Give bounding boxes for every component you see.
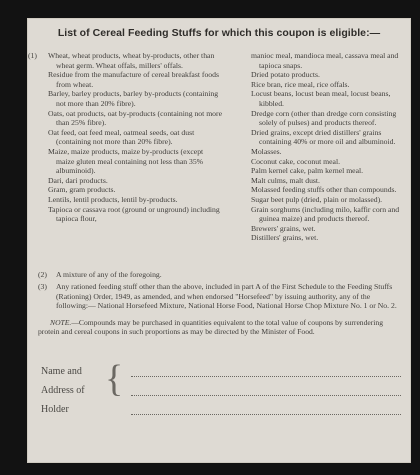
- list-item: Sugar beet pulp (dried, plain or molassed).: [251, 194, 383, 204]
- list-item: Oats, oat products, oat by-products (containing not more than 25% fibre).: [48, 108, 222, 128]
- brace-mark: {: [105, 358, 124, 400]
- holder-line[interactable]: [131, 414, 401, 415]
- list-item: Dried potato products.: [251, 70, 320, 80]
- list-item: Distillers' grains, wet.: [251, 233, 319, 243]
- list-item: Maize, maize products, maize by-products (except maize gluten meal containing not less than 35% albuminoid).: [48, 146, 204, 176]
- list-item: Grain sorghums (including milo, kaffir corn and guinea maize) and products thereof.: [251, 204, 400, 224]
- holder-label: Holder: [41, 404, 69, 415]
- list-item: (1) Wheat, wheat products, wheat by-products, other than wheat germ. Wheat offals, millers' offals.: [28, 51, 215, 70]
- list-item: Dredge corn (other than dredge corn consisting solely of pulses) and products thereof.: [251, 108, 397, 128]
- item-number: (3): [38, 282, 47, 291]
- list-item: (3) Any rationed feeding stuff other than the above, included in part A of the First Schedule to the Feeding Stuffs (Rationing) Order, 1949, as amended, and when endorsed "Horsefeed" by issuing authority, any of the following:— National Horsefeed Mixture, National Horse Food, National Horse Chop Mixture No. 1 or No. 2.: [38, 282, 397, 311]
- list-item: Palm kernel cake, palm kernel meal.: [251, 166, 364, 176]
- address-field-row: [41, 385, 401, 399]
- list-item: Coconut cake, coconut meal.: [251, 156, 341, 166]
- list-item: Gram, gram products.: [48, 185, 116, 195]
- clause-3: [38, 282, 400, 311]
- ration-coupon: [27, 18, 411, 463]
- name-label: Name and: [41, 366, 82, 377]
- right-column: [241, 51, 403, 243]
- list-item: Tapioca or cassava root (ground or unground) including tapioca flour,: [48, 204, 220, 224]
- list-item: Molassed feeding stuffs other than compounds.: [251, 185, 397, 195]
- list-item: Molasses.: [251, 146, 282, 156]
- holder-field-row: [41, 404, 401, 418]
- list-item: Rice bran, rice meal, rice offals.: [251, 79, 350, 89]
- note-paragraph: NOTE.—Compounds may be purchased in quantities equivalent to the total value of coupons by surrendering protein and cereal coupons in such proportions as may be directed by the Minister of Food.: [38, 318, 384, 337]
- item-number: (1): [28, 51, 37, 60]
- clause-2: [38, 270, 400, 280]
- address-line[interactable]: [131, 395, 401, 396]
- list-item: Barley, barley products, barley by-products (containing not more than 20% fibre).: [48, 89, 219, 108]
- list-item: Dried grains, except dried distillers' grains containing 40% or more oil and albuminoid.: [251, 127, 396, 147]
- list-item: Malt culms, malt dust.: [251, 175, 320, 185]
- note-label: NOTE.: [50, 318, 72, 327]
- list-item: Oat feed, oat feed meal, oatmeal seeds, oat dust (containing not more than 20% fibre).: [48, 127, 195, 147]
- name-line[interactable]: [131, 376, 401, 377]
- list-item: Lentils, lentil products, lentil by-products.: [48, 194, 178, 204]
- list-item: Brewers' grains, wet.: [251, 223, 316, 233]
- left-column: [28, 51, 222, 224]
- list-item: manioc meal, mandioca meal, cassava meal and tapioca snaps.: [251, 51, 399, 70]
- address-label: Address of: [41, 385, 85, 396]
- list-item: Residue from the manufacture of cereal breakfast foods from wheat.: [48, 70, 219, 89]
- list-item: Locust beans, locust bean meal, locust beans, kibbled.: [251, 89, 391, 108]
- list-item: (2) A mixture of any of the foregoing.: [38, 270, 162, 279]
- name-field-row: [41, 366, 401, 380]
- list-item: Dari, dari products.: [48, 175, 108, 185]
- coupon-title: List of Cereal Feeding Stuffs for which this coupon is eligible:—: [57, 27, 381, 39]
- item-number: (2): [38, 270, 47, 279]
